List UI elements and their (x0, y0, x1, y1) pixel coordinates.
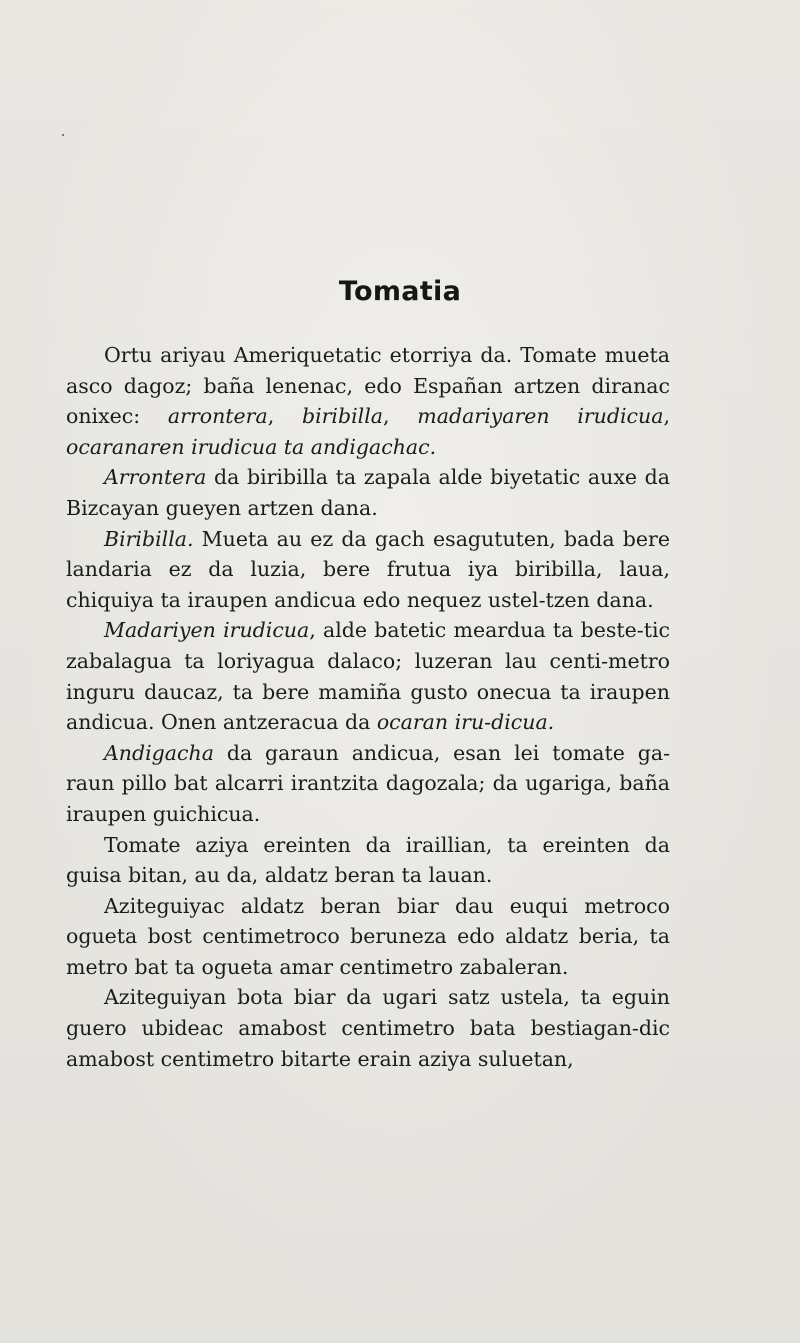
italic-term: arrontera (167, 404, 268, 429)
italic-term: Madariyen irudicua (104, 618, 310, 643)
italic-term: Arrontera (104, 465, 207, 490)
text-run: da garaun andicua, esan lei tomate ga-raun pillo bat alcarri irantzita dagozala; da ugariga, baña iraupen guichicua. (66, 740, 670, 826)
paragraph (66, 462, 670, 523)
text-run: Tomate aziya ereinten da iraillian, ta ereinten da guisa bitan, au da, aldatz beran ta lauan. (66, 832, 670, 888)
paragraph (66, 982, 670, 1074)
italic-term: biribilla (301, 404, 384, 429)
text-run: Mueta au ez da gach esagututen, bada bere landaria ez da luzia, bere frutua iya biribilla, laua, chiquiya ta iraupen andicua edo nequez ustel-tzen dana. (66, 526, 670, 612)
paragraph (66, 738, 670, 830)
italic-term: madariyaren irudicua (417, 404, 664, 429)
paragraph (66, 524, 670, 616)
paragraph (66, 340, 670, 462)
text-run: , (267, 404, 302, 429)
text-run: Ortu ariyau Ameriquetatic etorriya da. Tomate mueta asco dagoz; baña lenenac, edo Españan artzen diranac onixec: (66, 343, 670, 429)
italic-term: ocaran iru-dicua. (376, 710, 555, 735)
text-run: , (383, 404, 418, 429)
page-title: Tomatia (338, 276, 462, 307)
text-run: Aziteguiyac aldatz beran biar dau euqui metroco ogueta bost centimetroco beruneza edo aldatz beria, ta metro bat ta ogueta amar centimetro zabaleran. (66, 893, 670, 979)
paragraph (66, 830, 670, 891)
italic-term: Biribilla. (104, 526, 194, 551)
italic-term: Andigacha (104, 740, 214, 765)
text-run: da biribilla ta zapala alde biyetatic auxe da Bizcayan gueyen artzen dana. (66, 465, 670, 520)
text-run: Aziteguiyan bota biar da ugari satz ustela, ta eguin guero ubideac amabost centimetro bata bestiagan-dic amabost centimetro bitarte erain aziya suluetan, (66, 985, 670, 1071)
page-speck (62, 134, 64, 136)
text-run: , (663, 404, 670, 429)
paragraph (66, 891, 670, 983)
paragraph (66, 615, 670, 737)
text-run: , alde batetic meardua ta beste-tic zabalagua ta loriyagua dalaco; luzeran lau centi-metro inguru daucaz, ta bere mamiña gusto onecua ta iraupen andicua. Onen antzeracua da (66, 618, 670, 735)
body-text (66, 340, 670, 1074)
italic-term: ocaranaren irudicua ta andigachac. (66, 434, 437, 459)
